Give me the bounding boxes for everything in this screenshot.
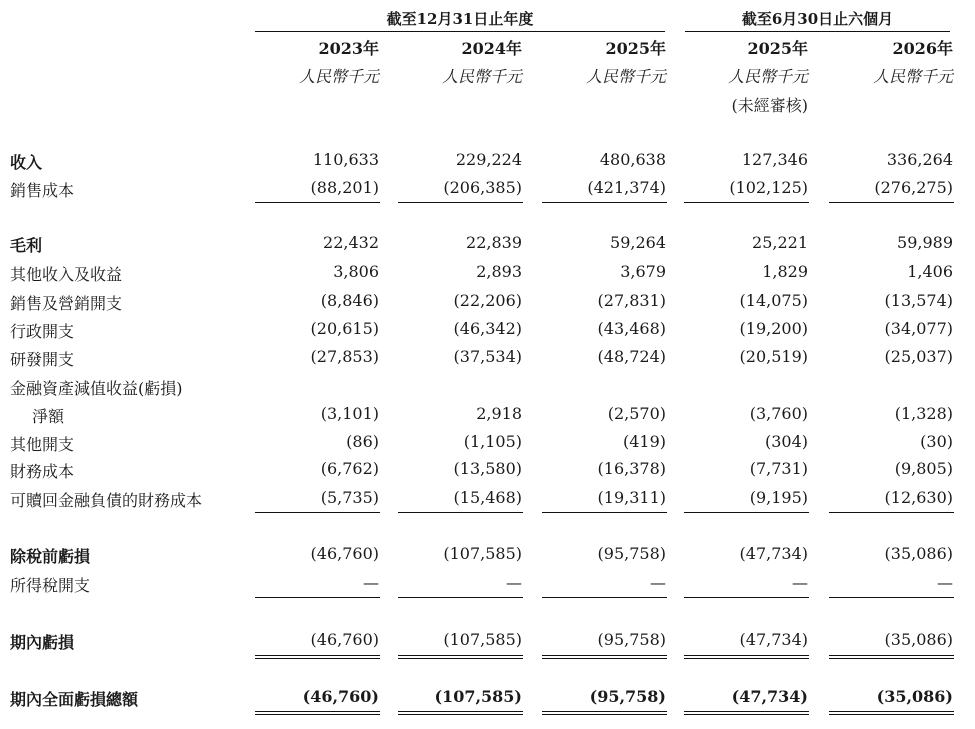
row-label: 除稅前虧損 (10, 547, 91, 566)
table-cell: 2,918 (476, 404, 522, 423)
table-cell: (47,734) (739, 630, 808, 649)
column-unit-2: 人民幣千元 (585, 67, 666, 86)
table-cell: (102,125) (729, 178, 808, 197)
table-cell: (86) (346, 432, 379, 451)
table-cell: (35,086) (884, 630, 953, 649)
table-cell: (20,519) (739, 347, 808, 366)
table-cell: 127,346 (741, 150, 808, 169)
subtotal-underline (255, 202, 380, 203)
table-cell: 110,633 (312, 150, 379, 169)
table-cell: (12,630) (884, 488, 953, 507)
subtotal-underline (829, 512, 954, 513)
table-cell: 59,264 (610, 233, 666, 252)
table-cell: (27,831) (597, 291, 666, 310)
table-cell: (35,086) (876, 687, 953, 706)
column-year-4: 2026年 (892, 39, 953, 58)
table-cell: (95,758) (589, 687, 666, 706)
double-underline (398, 711, 523, 715)
table-cell: (9,805) (894, 459, 953, 478)
double-underline (829, 655, 954, 659)
double-underline (255, 711, 380, 715)
subtotal-underline (398, 512, 523, 513)
subtotal-underline (684, 202, 809, 203)
table-cell: (1,105) (463, 432, 522, 451)
table-cell: (1,328) (894, 404, 953, 423)
table-cell: 22,432 (323, 233, 379, 252)
table-cell: (5,735) (320, 488, 379, 507)
table-cell: (419) (622, 432, 666, 451)
row-label: 銷售成本 (10, 181, 75, 200)
table-cell: (3,101) (320, 404, 379, 423)
double-underline (398, 655, 523, 659)
column-unit-4: 人民幣千元 (872, 67, 953, 86)
double-underline (829, 711, 954, 715)
table-cell: — (937, 573, 953, 592)
table-cell: (46,760) (310, 544, 379, 563)
table-cell: (20,615) (310, 319, 379, 338)
table-cell: (19,200) (739, 319, 808, 338)
table-cell: 22,839 (466, 233, 522, 252)
double-underline (542, 711, 667, 715)
table-cell: — (363, 573, 379, 592)
row-label: 其他開支 (10, 435, 75, 454)
table-cell: (14,075) (739, 291, 808, 310)
table-cell: 480,638 (599, 150, 666, 169)
table-cell: 336,264 (886, 150, 953, 169)
row-label: 所得稅開支 (10, 576, 91, 595)
subtotal-underline (255, 597, 380, 598)
table-cell: (19,311) (597, 488, 666, 507)
table-cell: (13,580) (453, 459, 522, 478)
table-cell: (46,760) (310, 630, 379, 649)
table-cell: 59,989 (897, 233, 953, 252)
column-year-1: 2024年 (461, 39, 522, 58)
table-cell: (47,734) (739, 544, 808, 563)
row-label: 收入 (10, 153, 43, 172)
subtotal-underline (398, 597, 523, 598)
table-cell: (30) (920, 432, 953, 451)
table-cell: — (792, 573, 808, 592)
row-label: 毛利 (10, 236, 43, 255)
table-cell: 3,679 (620, 262, 666, 281)
group-header-year-ended-underline (255, 31, 665, 32)
table-cell: (22,206) (453, 291, 522, 310)
double-underline (684, 655, 809, 659)
row-label: 可贖回金融負債的財務成本 (10, 491, 203, 510)
subtotal-underline (684, 512, 809, 513)
table-cell: (9,195) (749, 488, 808, 507)
row-label: 金融資產減值收益(虧損) (10, 379, 183, 398)
table-cell: — (506, 573, 522, 592)
group-header-year-ended: 截至12月31日止年度 (386, 10, 534, 28)
table-cell: (6,762) (320, 459, 379, 478)
table-cell: (35,086) (884, 544, 953, 563)
table-cell: (304) (764, 432, 808, 451)
table-cell: (421,374) (587, 178, 666, 197)
row-label: 其他收入及收益 (10, 265, 123, 284)
subtotal-underline (829, 202, 954, 203)
table-cell: (7,731) (749, 459, 808, 478)
column-year-0: 2023年 (318, 39, 379, 58)
table-cell: 1,829 (762, 262, 808, 281)
table-cell: (43,468) (597, 319, 666, 338)
column-note-3: (未經審核) (731, 96, 808, 115)
table-cell: (206,385) (443, 178, 522, 197)
subtotal-underline (542, 597, 667, 598)
table-cell: (15,468) (453, 488, 522, 507)
table-cell: (107,585) (434, 687, 522, 706)
row-label: 財務成本 (10, 462, 75, 481)
table-cell: (276,275) (874, 178, 953, 197)
subtotal-underline (829, 597, 954, 598)
column-unit-1: 人民幣千元 (441, 67, 522, 86)
column-unit-0: 人民幣千元 (298, 67, 379, 86)
table-cell: (107,585) (443, 544, 522, 563)
table-cell: (8,846) (320, 291, 379, 310)
column-unit-3: 人民幣千元 (727, 67, 808, 86)
table-cell: (88,201) (310, 178, 379, 197)
table-cell: (47,734) (731, 687, 808, 706)
table-cell: (46,760) (302, 687, 379, 706)
row-label: 淨額 (32, 407, 65, 426)
double-underline (684, 711, 809, 715)
row-label: 期內全面虧損總額 (10, 690, 139, 709)
table-cell: 3,806 (333, 262, 379, 281)
row-label: 期內虧損 (10, 633, 75, 652)
table-cell: — (650, 573, 666, 592)
group-header-six-months: 截至6月30日止六個月 (741, 10, 894, 28)
table-cell: (25,037) (884, 347, 953, 366)
table-cell: 229,224 (455, 150, 522, 169)
table-cell: 25,221 (752, 233, 808, 252)
row-label: 行政開支 (10, 322, 75, 341)
row-label: 銷售及營銷開支 (10, 294, 123, 313)
table-cell: (95,758) (597, 544, 666, 563)
table-cell: (95,758) (597, 630, 666, 649)
table-cell: (48,724) (597, 347, 666, 366)
table-cell: (13,574) (884, 291, 953, 310)
table-cell: (37,534) (453, 347, 522, 366)
double-underline (542, 655, 667, 659)
table-cell: 1,406 (907, 262, 953, 281)
row-label: 研發開支 (10, 350, 75, 369)
table-cell: (34,077) (884, 319, 953, 338)
double-underline (255, 655, 380, 659)
table-cell: (16,378) (597, 459, 666, 478)
table-cell: (107,585) (443, 630, 522, 649)
group-header-six-months-underline (685, 31, 950, 32)
table-cell: 2,893 (476, 262, 522, 281)
subtotal-underline (255, 512, 380, 513)
table-cell: (27,853) (310, 347, 379, 366)
column-year-3: 2025年 (747, 39, 808, 58)
table-cell: (2,570) (607, 404, 666, 423)
subtotal-underline (542, 512, 667, 513)
column-year-2: 2025年 (605, 39, 666, 58)
subtotal-underline (684, 597, 809, 598)
table-cell: (3,760) (749, 404, 808, 423)
table-cell: (46,342) (453, 319, 522, 338)
subtotal-underline (542, 202, 667, 203)
subtotal-underline (398, 202, 523, 203)
